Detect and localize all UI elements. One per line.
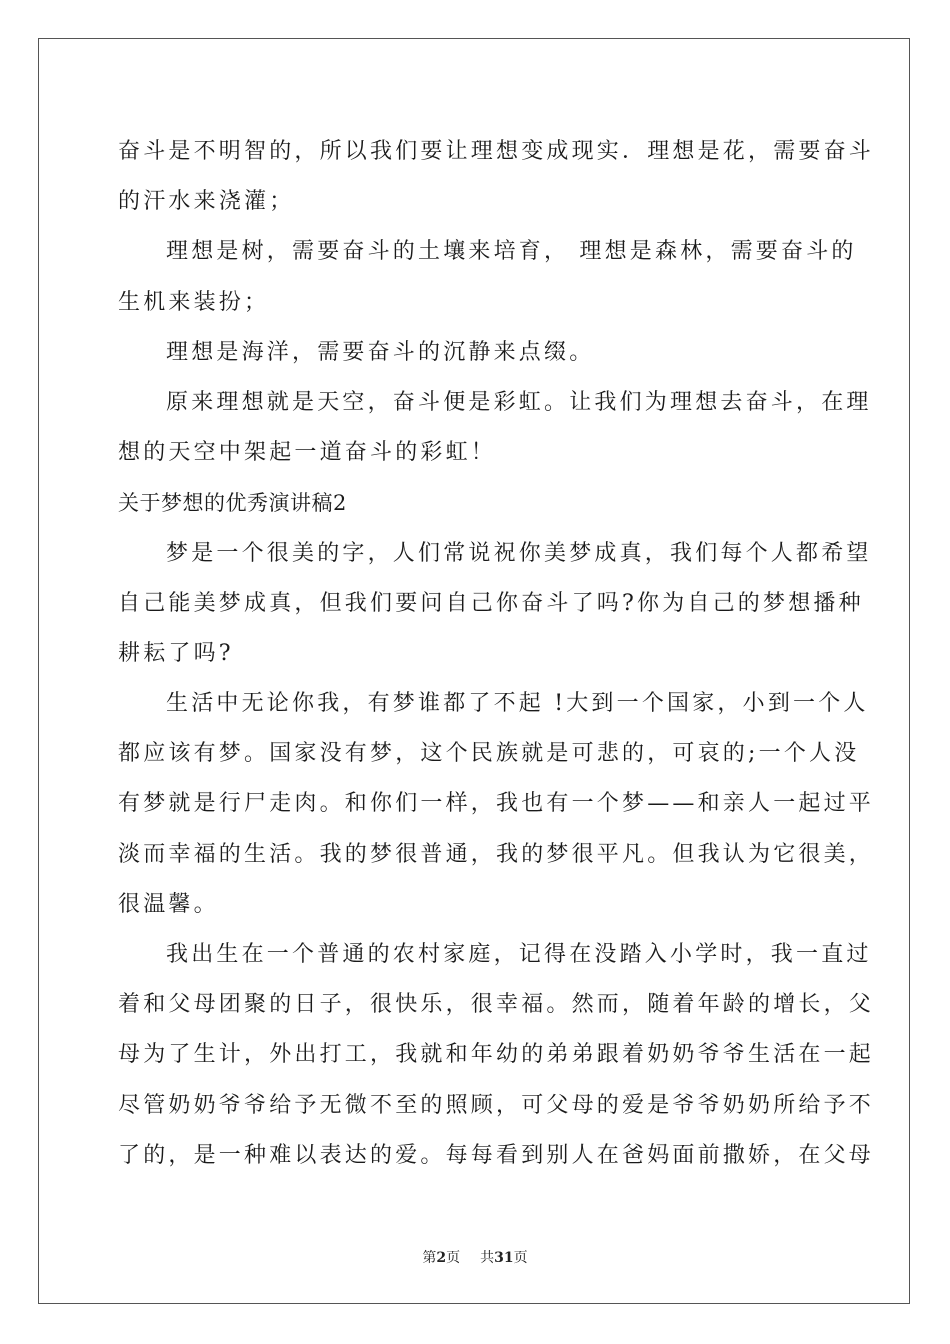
total-indicator (480, 1247, 527, 1267)
text-line: 着和父母团聚的日子，很快乐，很幸福。然而，随着年龄的增长，父 (118, 992, 875, 1018)
page-suffix: 页 (446, 1250, 461, 1266)
text-line: 耕耘了吗? (118, 640, 234, 666)
text-line: 了的，是一种难以表达的爱。每每看到别人在爸妈面前撒娇，在父母 (118, 1142, 875, 1168)
text-line: 自己能美梦成真，但我们要问自己你奋斗了吗?你为自己的梦想播种 (118, 590, 864, 616)
page-indicator (422, 1247, 460, 1267)
text-line: 尽管奶奶爷爷给予无微不至的照顾，可父母的爱是爷爷奶奶所给予不 (118, 1092, 875, 1118)
paragraph-start: 原来理想就是天空，奋斗便是彩虹。让我们为理想去奋斗，在理 (166, 389, 872, 415)
total-suffix: 页 (513, 1250, 528, 1266)
section-heading: 关于梦想的优秀演讲稿2 (118, 491, 347, 516)
page-prefix: 第 (422, 1250, 437, 1266)
paragraph-start: 生活中无论你我，有梦谁都了不起 !大到一个国家，小到一个人 (166, 691, 869, 717)
paragraph-start: 理想是海洋，需要奋斗的沉静来点缀。 (166, 339, 595, 365)
text-line: 都应该有梦。国家没有梦，这个民族就是可悲的，可哀的;一个人没 (118, 741, 860, 767)
page-number: 2 (436, 1250, 447, 1266)
total-pages: 31 (494, 1250, 514, 1266)
paragraph-start: 我出生在一个普通的农村家庭，记得在没踏入小学时，我一直过 (166, 942, 872, 967)
total-prefix: 共 (480, 1250, 495, 1266)
text-line: 的汗水来浇灌； (118, 189, 295, 215)
paragraph-start: 梦是一个很美的字，人们常说祝你美梦成真，我们每个人都希望 (166, 540, 872, 566)
text-line: 淡而幸福的生活。我的梦很普通，我的梦很平凡。但我认为它很美， (118, 841, 875, 867)
paragraph-start: 理想是树，需要奋斗的土壤来培育， 理想是森林，需要奋斗的 (166, 239, 857, 265)
text-line: 有梦就是行尸走肉。和你们一样，我也有一个梦——和亲人一起过平 (118, 791, 875, 817)
text-line: 想的天空中架起一道奋斗的彩虹！ (118, 440, 497, 466)
text-line: 很温馨。 (118, 891, 219, 917)
text-line: 母为了生计，外出打工，我就和年幼的弟弟跟着奶奶爷爷生活在一起 (118, 1042, 875, 1068)
page-footer (0, 1247, 950, 1267)
text-line: 生机来装扮； (118, 289, 270, 315)
text-line: 奋斗是不明智的，所以我们要让理想变成现实．理想是花，需要奋斗 (118, 139, 875, 164)
document-body (118, 127, 875, 1181)
